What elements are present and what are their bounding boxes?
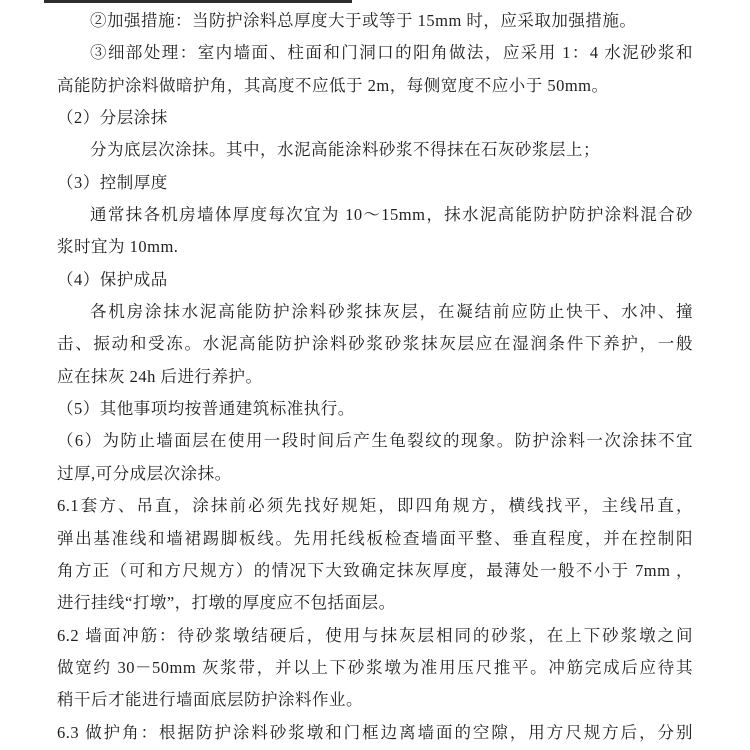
text-line: 通常抹各机房墙体厚度每次宜为 10～15mm，抹水泥高能防护防护涂料混合砂 xyxy=(90,205,693,225)
text-line: 进行挂线“打墩”，打墩的厚度应不包括面层。 xyxy=(57,593,396,613)
text-line: 弹出基准线和墙裙踢脚板线。先用托线板检查墙面平整、垂直程度，并在控制阳 xyxy=(57,528,693,548)
text-line: （6）为防止墙面层在使用一段时间后产生龟裂纹的现象。防护涂料一次涂抹不宜 xyxy=(57,431,693,451)
cut-off-line-artifact xyxy=(44,0,352,3)
text-line: 6.2 墙面冲筋：待砂浆墩结硬后，使用与抹灰层相同的砂浆，在上下砂浆墩之间 xyxy=(57,625,693,645)
text-line: 稍干后才能进行墙面底层防护涂料作业。 xyxy=(57,690,363,710)
text-line: 角方正（可和方尺规方）的情况下大致确定抹灰厚度，最薄处一般不小于 7mm ， xyxy=(57,560,693,580)
text-line: 浆时宜为 10mm. xyxy=(57,237,179,257)
text-line: ②加强措施：当防护涂料总厚度大于或等于 15mm 时，应采取加强措施。 xyxy=(90,11,637,30)
text-line: 6.3 做护角：根据防护涂料砂浆墩和门框边离墙面的空隙，用方尺规方后，分别 xyxy=(57,722,693,742)
text-line: 击、振动和受冻。水泥高能防护涂料砂浆砂浆抹灰层应在湿润条件下养护，一般 xyxy=(57,334,693,354)
text-line: （5）其他事项均按普通建筑标准执行。 xyxy=(57,399,355,419)
text-line: 分为底层次涂抹。其中，水泥高能涂料砂浆不得抹在石灰砂浆层上； xyxy=(90,140,600,160)
text-line: ③细部处理：室内墙面、柱面和门洞口的阳角做法，应采用 1：4 水泥砂浆和 xyxy=(90,43,693,63)
text-line: 应在抹灰 24h 后进行养护。 xyxy=(57,366,263,386)
text-line: 各机房涂抹水泥高能防护涂料砂浆抹灰层，在凝结前应防止快干、水冲、撞 xyxy=(90,302,693,322)
text-line: 6.1套方、吊直，涂抹前必须先找好规矩，即四角规方，横线找平，主线吊直， xyxy=(57,496,693,516)
text-line: 高能防护涂料做暗护角，其高度不应低于 2m，每侧宽度不应小于 50mm。 xyxy=(57,75,609,95)
text-line: （2）分层涂抹 xyxy=(57,108,168,128)
text-line: （3）控制厚度 xyxy=(57,172,168,192)
text-line: （4）保护成品 xyxy=(57,269,168,289)
document-text-block xyxy=(57,5,693,749)
text-line: 过厚,可分成层次涂抹。 xyxy=(57,463,232,483)
text-line: 做宽约 30－50mm 灰浆带，并以上下砂浆墩为准用压尺推平。冲筋完成后应待其 xyxy=(57,657,693,677)
